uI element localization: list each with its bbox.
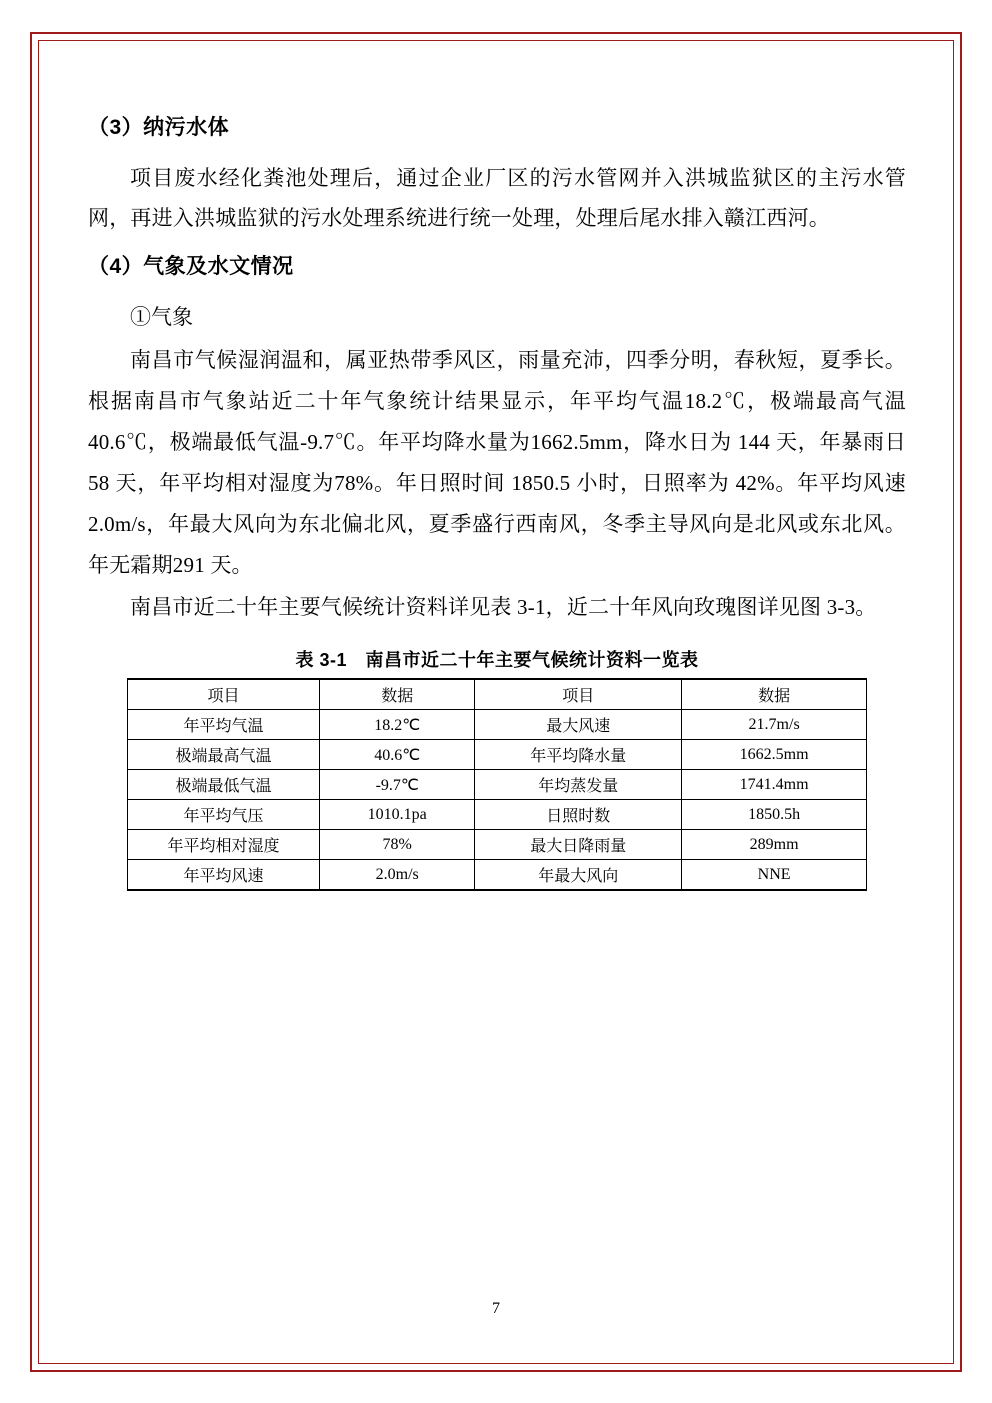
table-cell: 289mm bbox=[682, 830, 867, 860]
table-cell: -9.7℃ bbox=[320, 770, 475, 800]
table-cell: 2.0m/s bbox=[320, 860, 475, 891]
table-row bbox=[128, 860, 867, 891]
table-cell: 年最大风向 bbox=[475, 860, 682, 891]
table-row bbox=[128, 770, 867, 800]
table-header-row bbox=[128, 679, 867, 710]
section-heading-4: （4）气象及水文情况 bbox=[88, 255, 294, 279]
table-cell: 40.6℃ bbox=[320, 740, 475, 770]
table-cell: 年平均风速 bbox=[128, 860, 320, 891]
table-header-cell: 项目 bbox=[128, 679, 320, 710]
table-cell: 1010.1pa bbox=[320, 800, 475, 830]
table-cell: NNE bbox=[682, 860, 867, 891]
table-header-cell: 数据 bbox=[682, 679, 867, 710]
page-number: 7 bbox=[492, 1300, 500, 1317]
table-cell: 极端最低气温 bbox=[128, 770, 320, 800]
page-content bbox=[88, 112, 906, 1302]
section-4-paragraph-1: 南昌市气候湿润温和，属亚热带季风区，雨量充沛，四季分明，春秋短，夏季长。根据南昌市气象站近二十年气象统计结果显示，年平均气温18.2℃，极端最高气温 40.6℃，极端最低气温-9.7℃。年平均降水量为1662.5mm，降水日为 144 天，年暴雨日 58 天，年平均相对湿度为78%。年日照时间 1850.5 小时，日照率为 42%。年平均风速 2.0m/s，年最大风向为东北偏北风，夏季盛行西南风，冬季主导风向是北风或东北风。年无霜期291 天。 bbox=[88, 347, 906, 577]
table-cell: 78% bbox=[320, 830, 475, 860]
table-header-cell: 项目 bbox=[475, 679, 682, 710]
table-cell: 年均蒸发量 bbox=[475, 770, 682, 800]
section-4-subheading: ①气象 bbox=[130, 304, 193, 329]
table-row bbox=[128, 710, 867, 740]
table-cell: 日照时数 bbox=[475, 800, 682, 830]
spacer bbox=[88, 241, 906, 251]
table-header-cell: 数据 bbox=[320, 679, 475, 710]
table-cell: 最大风速 bbox=[475, 710, 682, 740]
table-cell: 年平均相对湿度 bbox=[128, 830, 320, 860]
table-cell: 最大日降雨量 bbox=[475, 830, 682, 860]
table-cell: 年平均降水量 bbox=[475, 740, 682, 770]
table-cell: 年平均气压 bbox=[128, 800, 320, 830]
table-caption: 表 3-1 南昌市近二十年主要气候统计资料一览表 bbox=[295, 650, 699, 671]
section-heading-3: （3）纳污水体 bbox=[88, 116, 230, 139]
climate-statistics-table bbox=[127, 678, 867, 891]
table-cell: 1662.5mm bbox=[682, 740, 867, 770]
table-cell: 年平均气温 bbox=[128, 710, 320, 740]
section-3-paragraph-1: 项目废水经化粪池处理后，通过企业厂区的污水管网并入洪城监狱区的主污水管网，再进入洪城监狱的污水处理系统进行统一处理，处理后尾水排入赣江西河。 bbox=[88, 165, 906, 231]
table-cell: 21.7m/s bbox=[682, 710, 867, 740]
table-row bbox=[128, 830, 867, 860]
table-row bbox=[128, 800, 867, 830]
table-cell: 1741.4mm bbox=[682, 770, 867, 800]
table-cell: 18.2℃ bbox=[320, 710, 475, 740]
table-row bbox=[128, 740, 867, 770]
table-cell: 极端最高气温 bbox=[128, 740, 320, 770]
section-4-paragraph-2: 南昌市近二十年主要气候统计资料详见表 3-1，近二十年风向玫瑰图详见图 3-3。 bbox=[130, 595, 877, 620]
table-cell: 1850.5h bbox=[682, 800, 867, 830]
